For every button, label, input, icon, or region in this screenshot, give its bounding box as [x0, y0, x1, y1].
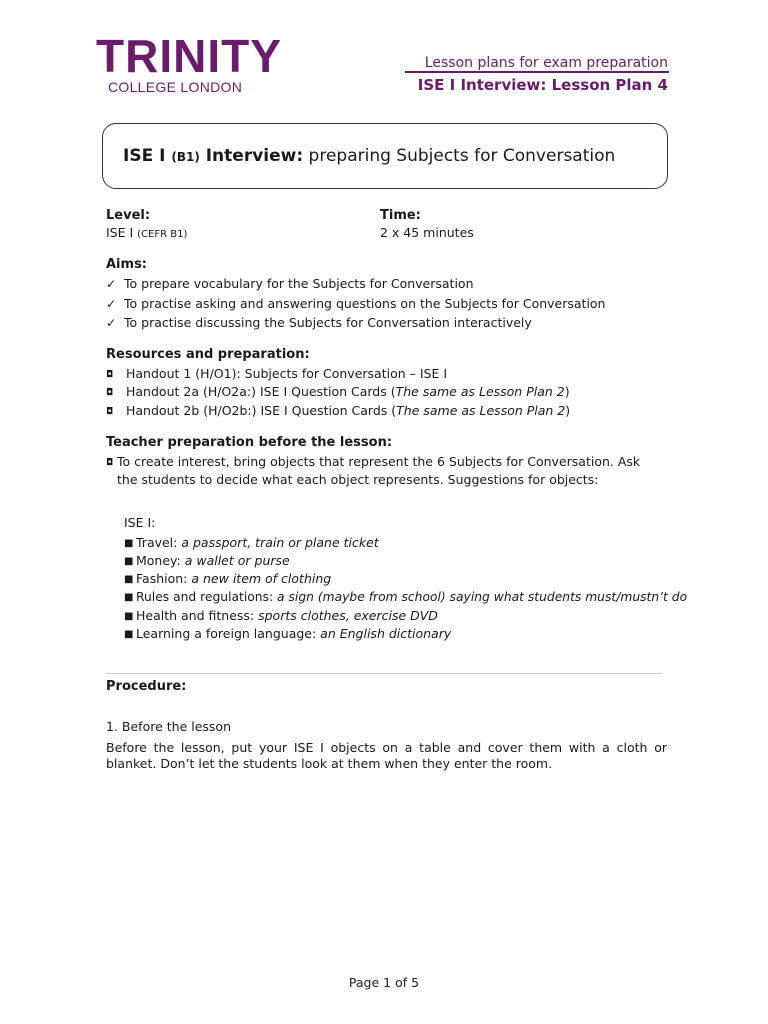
- resource-end: ): [565, 403, 571, 418]
- header-divider: [405, 71, 669, 73]
- ise-example: a new item of clothing: [191, 571, 332, 586]
- ise-topic: Rules and regulations:: [136, 590, 278, 604]
- bullet-icon: ◘: [106, 388, 114, 398]
- checkmark-icon: ✓: [106, 297, 117, 311]
- teacher-prep-text: To create interest, bring objects that represent the 6 Subjects for Conversation. Ask: [117, 454, 641, 469]
- ise-list-item: [124, 553, 290, 568]
- ise-topic: Learning a foreign language:: [136, 626, 321, 641]
- resource-text: Handout 2a (H/O2a:) ISE I Question Cards (: [126, 384, 396, 399]
- ise-list-item: [124, 626, 451, 641]
- resource-item: [106, 384, 570, 399]
- teacher-prep-line2: the students to decide what each object represents. Suggestions for objects:: [117, 472, 599, 487]
- resource-note: The same as Lesson Plan 2: [395, 384, 565, 399]
- aims-item: [106, 315, 532, 330]
- bullet-icon: ◘: [106, 458, 114, 468]
- aims-item-text: To practise discussing the Subjects for Conversation interactively: [124, 315, 532, 330]
- square-bullet-icon: ■: [124, 611, 134, 622]
- ise-example: a wallet or purse: [184, 553, 290, 568]
- resource-note: The same as Lesson Plan 2: [396, 403, 566, 418]
- square-bullet-icon: ■: [124, 629, 134, 640]
- resource-item: [106, 403, 570, 418]
- ise-topic: Travel:: [136, 535, 182, 550]
- title-part2: Interview:: [199, 146, 304, 166]
- checkmark-icon: ✓: [106, 316, 117, 330]
- procedure-label: Procedure:: [106, 679, 187, 694]
- ise-example: a passport, train or plane ticket: [181, 535, 379, 550]
- ise-list-item: [124, 590, 687, 604]
- square-bullet-icon: ■: [124, 556, 134, 567]
- procedure-step1-title: 1. Before the lesson: [106, 719, 231, 734]
- title-part1: ISE I: [123, 146, 172, 166]
- resources-label: Resources and preparation:: [106, 347, 310, 362]
- level-value: [106, 225, 187, 240]
- square-bullet-icon: ■: [124, 574, 134, 585]
- header-plan-title: ISE I Interview: Lesson Plan 4: [417, 76, 668, 94]
- ise-topic: Health and fitness:: [136, 608, 259, 623]
- resource-text: Handout 1 (H/O1): Subjects for Conversation – ISE I: [126, 366, 448, 381]
- level-cefr: (CEFR B1): [137, 229, 188, 240]
- aims-label: Aims:: [106, 257, 147, 272]
- ise-list-item: [124, 535, 379, 550]
- level-label: Level:: [106, 208, 151, 223]
- checkmark-icon: ✓: [106, 277, 117, 291]
- aims-item: [106, 296, 605, 311]
- ise-list-item: [124, 571, 331, 586]
- bullet-icon: ◘: [106, 407, 114, 417]
- header-series: Lesson plans for exam preparation: [424, 55, 668, 71]
- aims-item-text: To prepare vocabulary for the Subjects for Conversation: [124, 276, 474, 291]
- ise-example: an English dictionary: [320, 626, 452, 641]
- ise-example: sports clothes, exercise DVD: [258, 608, 438, 623]
- ise-example: a sign (maybe from school) saying what students must/mustn’t do: [277, 590, 688, 604]
- square-bullet-icon: ■: [124, 538, 134, 549]
- bullet-icon: ◘: [106, 370, 114, 380]
- ise-topic: Fashion:: [136, 571, 192, 586]
- resource-item: [106, 366, 447, 381]
- aims-item-text: To practise asking and answering questions on the Subjects for Conversation: [124, 296, 606, 311]
- title-part3: preparing Subjects for Conversation: [303, 146, 616, 166]
- teacher-prep-line1: [106, 454, 640, 469]
- square-bullet-icon: ■: [124, 592, 134, 603]
- trinity-logo: TRINITY: [96, 30, 282, 82]
- ise-list-label: ISE I:: [124, 515, 156, 530]
- time-label: Time:: [380, 208, 421, 223]
- resource-end: ): [564, 384, 570, 399]
- ise-topic: Money:: [136, 553, 185, 568]
- page-title: [123, 146, 615, 166]
- resource-text: Handout 2b (H/O2b:) ISE I Question Cards (: [126, 403, 397, 418]
- teacher-prep-label: Teacher preparation before the lesson:: [106, 435, 393, 450]
- procedure-step1-text: Before the lesson, put your ISE I objects on a table and cover them with a cloth or blanket. Don’t let the students look at them when they enter the room.: [106, 740, 667, 771]
- section-divider: [106, 673, 662, 674]
- title-level: (B1): [171, 150, 200, 164]
- ise-list-item: [124, 608, 438, 623]
- time-value: 2 x 45 minutes: [380, 225, 474, 240]
- trinity-logo-subtitle: COLLEGE LONDON: [108, 79, 243, 95]
- aims-item: [106, 276, 474, 291]
- page-number: Page 1 of 5: [348, 975, 420, 990]
- level-text: ISE I: [106, 225, 138, 240]
